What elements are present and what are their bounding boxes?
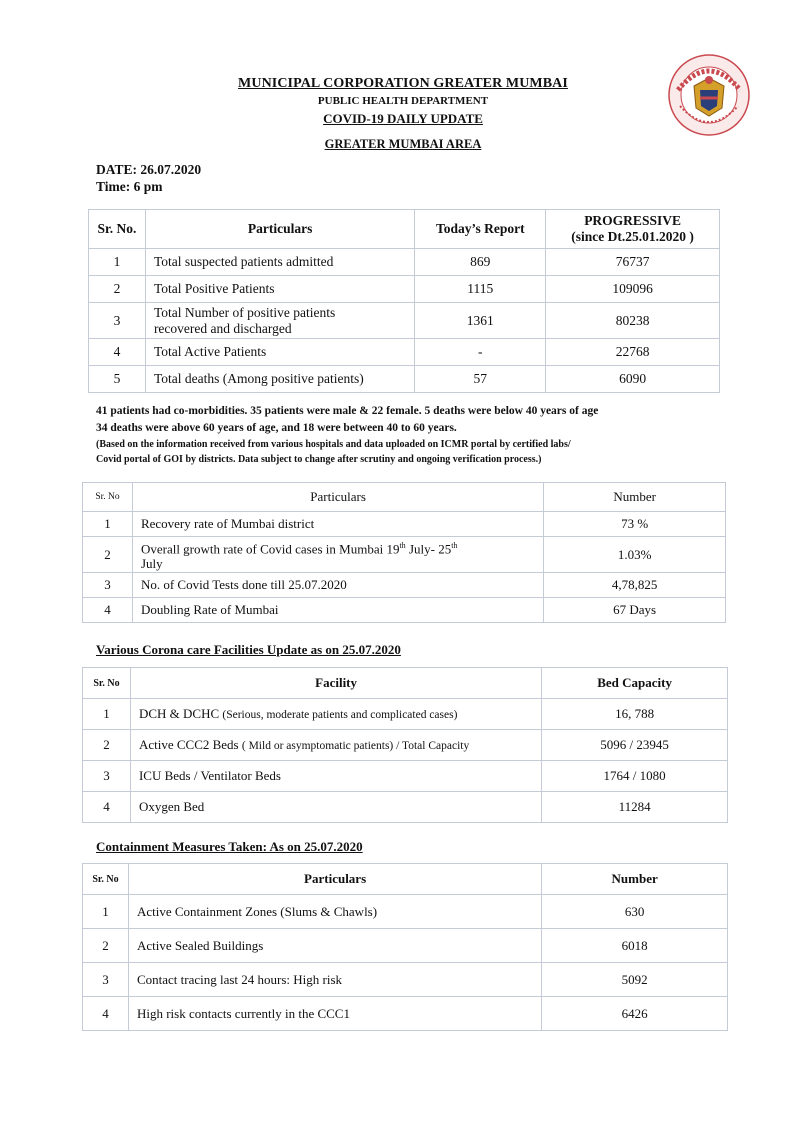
particular-cell: Doubling Rate of Mumbai: [132, 598, 543, 623]
sr-cell: 1: [83, 512, 133, 537]
table-row: [89, 339, 720, 366]
sr-cell: 3: [89, 303, 146, 339]
table-header-row: [83, 668, 728, 699]
col-progressive-since: (since Dt.25.01.2020 ): [571, 229, 694, 244]
particular-cell: Active Sealed Buildings: [128, 929, 541, 963]
beds-cell: 11284: [542, 792, 728, 823]
number-cell: 73 %: [544, 512, 726, 537]
facility-note: ( Mild or asymptomatic patients) / Total Capacity: [241, 740, 470, 752]
col-today: Today’s Report: [415, 210, 546, 249]
table-row: [83, 792, 728, 823]
facility-cell: [130, 730, 541, 761]
sr-cell: 2: [83, 537, 133, 573]
col-sr: Sr. No: [83, 864, 129, 895]
table-row: [89, 303, 720, 339]
facilities-table: [82, 667, 728, 823]
progressive-cell: 22768: [546, 339, 720, 366]
area-title: GREATER MUMBAI AREA: [324, 137, 482, 151]
particular-line2: recovered and discharged: [153, 320, 292, 336]
col-number: Number: [542, 864, 728, 895]
facility-name: DCH & DCHC: [138, 706, 223, 721]
table-row: [89, 249, 720, 276]
containment-section-title: Containment Measures Taken: As on 25.07.2020: [96, 839, 363, 854]
notes-block: [96, 403, 726, 467]
col-number: Number: [544, 483, 726, 512]
col-particulars: Particulars: [132, 483, 543, 512]
department-title: PUBLIC HEALTH DEPARTMENT: [317, 95, 489, 107]
beds-cell: 1764 / 1080: [542, 761, 728, 792]
today-cell: 1115: [415, 276, 546, 303]
progressive-cell: 6090: [546, 366, 720, 393]
progressive-cell: 76737: [546, 249, 720, 276]
col-sr: Sr. No: [83, 483, 133, 512]
col-bed-capacity: Bed Capacity: [542, 668, 728, 699]
col-sr: Sr. No: [83, 668, 131, 699]
col-sr: Sr. No.: [89, 210, 146, 249]
facility-cell: Oxygen Bed: [130, 792, 541, 823]
table-header-row: [83, 864, 728, 895]
particular-text-mid: July- 25: [405, 541, 452, 557]
note-disclaimer: (Based on the information received from various hospitals and data uploaded on ICMR portal by certified labs/: [96, 439, 571, 450]
sr-cell: 2: [89, 276, 146, 303]
facilities-section-title: Various Corona care Facilities Update as on 25.07.2020: [96, 642, 401, 657]
corporation-logo: [664, 50, 754, 140]
col-particulars: Particulars: [145, 210, 414, 249]
sr-cell: 3: [83, 761, 131, 792]
col-progressive: [546, 210, 720, 249]
particular-cell: Total deaths (Among positive patients): [145, 366, 414, 393]
number-cell: 6018: [542, 929, 728, 963]
containment-table: [82, 863, 728, 1031]
sr-cell: 2: [83, 929, 129, 963]
table-row: [83, 537, 726, 573]
today-cell: 57: [415, 366, 546, 393]
today-cell: 869: [415, 249, 546, 276]
particular-cell: No. of Covid Tests done till 25.07.2020: [132, 573, 543, 598]
table-row: [83, 963, 728, 997]
number-cell: 67 Days: [544, 598, 726, 623]
table-row: [83, 761, 728, 792]
col-particulars: Particulars: [128, 864, 541, 895]
today-cell: -: [415, 339, 546, 366]
sr-cell: 4: [83, 598, 133, 623]
facility-cell: ICU Beds / Ventilator Beds: [130, 761, 541, 792]
particular-text-tail: July: [140, 556, 163, 572]
particular-cell: High risk contacts currently in the CCC1: [128, 997, 541, 1031]
today-cell: 1361: [415, 303, 546, 339]
org-title: MUNICIPAL CORPORATION GREATER MUMBAI: [238, 76, 568, 91]
table-header-row: [89, 210, 720, 249]
number-cell: 1.03%: [544, 537, 726, 573]
report-time: Time: 6 pm: [96, 179, 163, 194]
facility-note: (Serious, moderate patients and complicated cases): [222, 709, 458, 721]
daily-summary-table: [88, 209, 720, 393]
progressive-cell: 80238: [546, 303, 720, 339]
facility-name: Active CCC2 Beds: [138, 737, 242, 752]
col-facility: Facility: [130, 668, 541, 699]
ordinal-suffix: th: [451, 540, 458, 550]
sr-cell: 5: [89, 366, 146, 393]
number-cell: 5092: [542, 963, 728, 997]
sr-cell: 2: [83, 730, 131, 761]
table-header-row: [83, 483, 726, 512]
table-row: [83, 699, 728, 730]
table-row: [89, 366, 720, 393]
report-title: COVID-19 DAILY UPDATE: [323, 111, 483, 126]
ordinal-suffix: th: [399, 540, 406, 550]
table-row: [89, 276, 720, 303]
date-time-block: [96, 161, 201, 195]
table-row: [83, 730, 728, 761]
number-cell: 4,78,825: [544, 573, 726, 598]
rates-table: [82, 482, 726, 623]
table-row: [83, 573, 726, 598]
sr-cell: 3: [83, 573, 133, 598]
particular-cell: Active Containment Zones (Slums & Chawls): [128, 895, 541, 929]
particular-cell: Total Positive Patients: [145, 276, 414, 303]
beds-cell: 16, 788: [542, 699, 728, 730]
particular-line1: Total Number of positive patients: [153, 304, 336, 320]
sr-cell: 3: [83, 963, 129, 997]
number-cell: 630: [542, 895, 728, 929]
sr-cell: 1: [83, 699, 131, 730]
progressive-cell: 109096: [546, 276, 720, 303]
note-disclaimer: Covid portal of GOI by districts. Data subject to change after scrutiny and ongoing verification process.): [96, 454, 542, 465]
beds-cell: 5096 / 23945: [542, 730, 728, 761]
table-row: [83, 895, 728, 929]
table-row: [83, 598, 726, 623]
particular-cell: Recovery rate of Mumbai district: [132, 512, 543, 537]
particular-cell: Contact tracing last 24 hours: High risk: [128, 963, 541, 997]
col-progressive-label: PROGRESSIVE: [584, 213, 681, 228]
table-row: [83, 997, 728, 1031]
particular-cell: Total suspected patients admitted: [145, 249, 414, 276]
sr-cell: 4: [89, 339, 146, 366]
facility-cell: [130, 699, 541, 730]
table-row: [83, 512, 726, 537]
sr-cell: 4: [83, 997, 129, 1031]
particular-cell: [132, 537, 543, 573]
note-line: 41 patients had co-morbidities. 35 patients were male & 22 female. 5 deaths were below 40 years of age: [96, 405, 599, 417]
number-cell: 6426: [542, 997, 728, 1031]
note-line: 34 deaths were above 60 years of age, and 18 were between 40 to 60 years.: [96, 422, 457, 434]
particular-text: Overall growth rate of Covid cases in Mumbai 19: [140, 541, 400, 557]
sr-cell: 1: [89, 249, 146, 276]
table-row: [83, 929, 728, 963]
sr-cell: 4: [83, 792, 131, 823]
report-date: DATE: 26.07.2020: [96, 162, 202, 177]
particular-cell: Total Active Patients: [145, 339, 414, 366]
sr-cell: 1: [83, 895, 129, 929]
particular-cell: [145, 303, 414, 339]
